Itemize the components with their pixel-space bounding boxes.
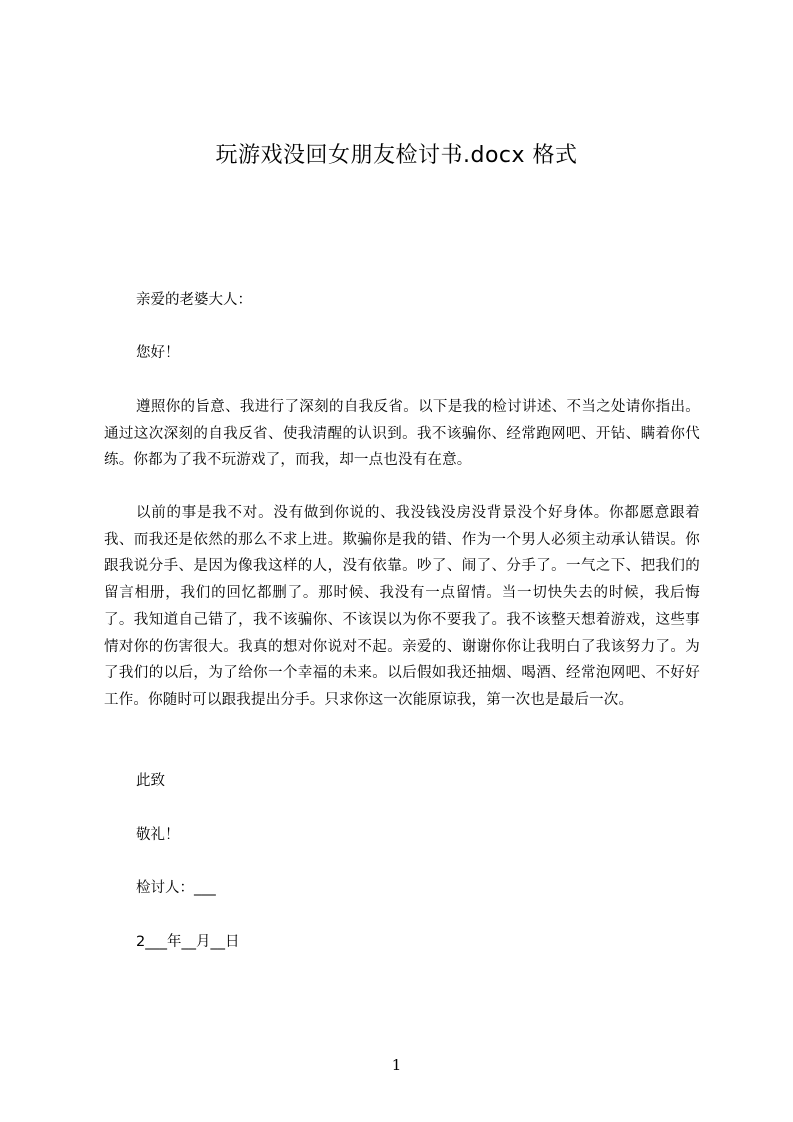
paragraph-2: 以前的事是我不对。没有做到你说的、我没钱没房没背景没个好身体。你都愿意跟着我、而我还是依然的那么不求上进。欺骗你是我的错、作为一个男人必须主动承认错误。你跟我说分手、是因为像我这样的人，没有依靠。吵了、闹了、分手了。一气之下、把我们的留言相册，我们的回忆都删了。那时候、我没有一点留情。当一切快失去的时候，我后悔了。我知道自己错了，我不该骗你、不该误以为你不要我了。我不该整天想着游戏，这些事情对你的伤害很大。我真的想对你说对不起。亲爱的、谢谢你你让我明白了我该努力了。为了我们的以后，为了给你一个幸福的未来。以后假如我还抽烟、喝酒、经常泡网吧、不好好工作。你随时可以跟我提出分手。只求你这一次能原谅我，第一次也是最后一次。 <box>104 505 700 708</box>
salutation: 亲爱的老婆大人： <box>136 292 252 308</box>
closing-regards: 敬礼！ <box>136 827 180 843</box>
signature-line: 检讨人：___ <box>136 880 216 896</box>
paragraph-1: 遵照你的旨意、我进行了深刻的自我反省。以下是我的检讨讲述、不当之处请你指出。通过这次深刻的自我反省、使我清醒的认识到。我不该骗你、经常跑网吧、开钻、瞒着你代练。你都为了我不玩游戏了，而我，却一点也没有在意。 <box>104 399 700 469</box>
page-number: 1 <box>391 1056 402 1074</box>
closing-salutation: 此致 <box>136 773 165 789</box>
date-line: 2___年__月__日 <box>136 934 240 950</box>
document-title: 玩游戏没回女朋友检讨书.docx 格式 <box>215 143 578 168</box>
greeting: 您好！ <box>136 345 180 361</box>
